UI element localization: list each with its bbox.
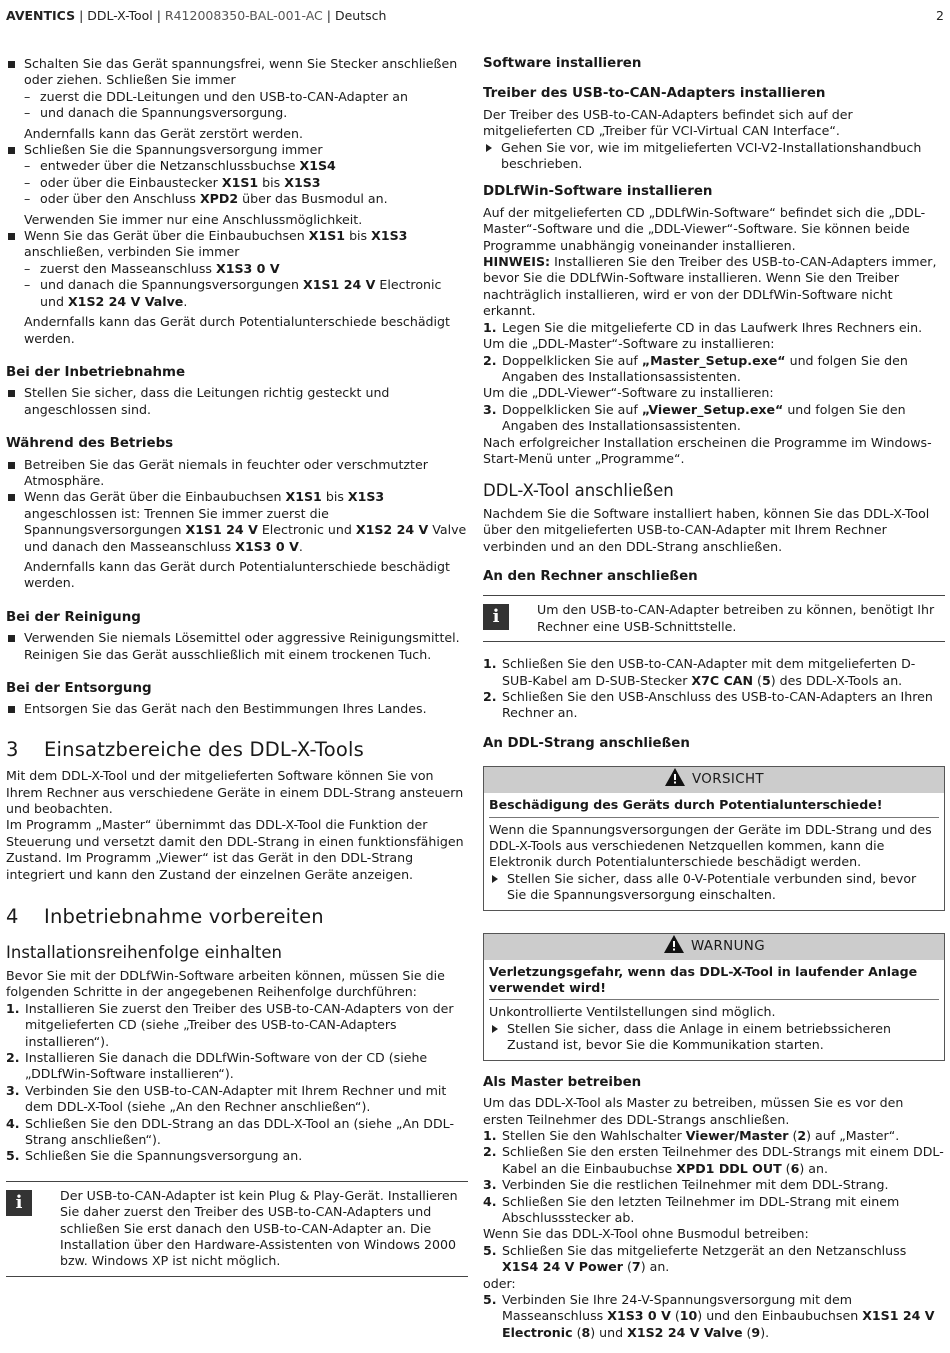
step-number: 4. [483, 1193, 497, 1209]
section-heading-software: Software installieren [483, 56, 642, 71]
hinweis-paragraph [483, 254, 945, 320]
chapter-heading-4 [6, 905, 468, 929]
right-column [483, 56, 945, 1341]
caution-body [484, 793, 944, 909]
step-text: Verbinden Sie die restlichen Teilnehmer mit dem DDL-Strang. [502, 1177, 889, 1193]
text: oder über den Anschluss [40, 191, 200, 207]
instruction-step: Stellen Sie sicher, dass alle 0-V-Potentiale verbunden sind, bevor Sie die Spannungsversorgung einschalten. [489, 871, 939, 904]
list-item-followup: Andernfalls kann das Gerät durch Potentialunterschiede beschädigt werden. [24, 558, 450, 591]
info-icon: i [6, 1190, 32, 1216]
paragraph: Nachdem Sie die Software installiert haben, können Sie das DDL-X-Tool über den mitgelieferten USB-to-CAN-Adapter mit Ihrem Rechner verbinden und an den DDL-Strang anschließen. [483, 505, 930, 554]
sub-list-item [24, 191, 468, 207]
step-number: 2. [483, 1144, 497, 1160]
text: Verbinden Sie Ihre 24-V-Spannungsversorgung mit dem Masseanschluss [502, 1291, 853, 1324]
text: ). [760, 1324, 770, 1340]
step-number: 5. [6, 1148, 20, 1164]
step-text: Installieren Sie danach die DDLfWin-Software von der CD (siehe „DDLfWin-Software installieren“). [25, 1049, 428, 1082]
section-heading-ddlfwin: DDLfWin-Software installieren [483, 184, 713, 200]
step-number: 3. [6, 1082, 20, 1098]
text: Electronic und [40, 277, 442, 309]
chapter-number: 3 [6, 737, 19, 761]
text: Installieren Sie den Treiber des USB-to-CAN-Adapters immer, bevor Sie die DDLfWin-Software installieren. Wenn Sie den Treiber nachträglich installieren, wird er von der DDLfWin-Software nicht erkannt. [483, 254, 937, 319]
step-number: 3. [483, 1177, 497, 1193]
list-item [483, 320, 945, 336]
caution-box [483, 766, 945, 910]
list-item [483, 689, 945, 722]
inbetriebnahme-list [6, 385, 468, 418]
text: Valve und danach den Masseanschluss [24, 522, 467, 554]
text: ) des DDL-X-Tools an. [770, 672, 903, 688]
brand-name: AVENTICS [6, 8, 76, 23]
connector-label: X1S1 [221, 174, 259, 190]
master-steps-list [483, 1128, 945, 1226]
text: ) und [590, 1324, 628, 1340]
item-number: 5 [761, 672, 771, 688]
connector-label: X1S3 0 V [215, 260, 280, 276]
list-item-text: Schließen Sie die Spannungsversorgung immer [24, 142, 323, 158]
text: entweder über die Netzanschlussbuchse [40, 158, 300, 174]
chapter-title: Einsatzbereiche des DDL-X-Tools [44, 737, 364, 761]
list-item [6, 489, 468, 591]
text: und folgen Sie den Angaben des Installationsassistenten. [502, 352, 908, 384]
header-separator: | [152, 8, 165, 23]
header-separator: | [75, 8, 88, 23]
list-item-followup: Andernfalls kann das Gerät durch Potentialunterschiede beschädigt werden. [24, 314, 450, 346]
text: . [183, 293, 188, 309]
step-text: Schließen Sie den USB-Anschluss des USB-to-CAN-Adapters an Ihren Rechner an. [502, 689, 933, 721]
step-number: 2. [483, 689, 497, 704]
text: Schließen Sie den ersten Teilnehmer des DDL-Strangs mit einem DDL-Kabel an die Einbaubuchse [502, 1144, 944, 1176]
file-name: „Viewer_Setup.exe“ [641, 401, 784, 417]
chapter-number: 4 [6, 905, 19, 929]
warning-label: WARNUNG [691, 938, 765, 954]
text: ( [670, 1308, 680, 1324]
item-number: 6 [790, 1160, 800, 1176]
text: und folgen Sie den Angaben des Installationsassistenten. [502, 401, 906, 434]
step-number: 4. [6, 1115, 20, 1131]
instruction-step: Stellen Sie sicher, dass die Anlage in einem betriebssicheren Zustand ist, bevor Sie die Kommunikation starten. [489, 1021, 939, 1054]
text: bis [258, 174, 285, 190]
connector-label: X7C CAN [691, 672, 754, 688]
warning-headline: Verletzungsgefahr, wenn das DDL-X-Tool in laufender Anlage verwendet wird! [489, 964, 939, 1001]
text: anschließen, verbinden Sie immer [24, 244, 240, 260]
connector-label: X1S4 24 V Power [502, 1259, 623, 1275]
section-heading-treiber: Treiber des USB-to-CAN-Adapters installieren [483, 86, 826, 102]
paragraph: Der Treiber des USB-to-CAN-Adapters befindet sich auf der mitgelieferten CD „Treiber für VCI-Virtual CAN Interface“. [483, 106, 853, 139]
step-number: 5. [483, 1291, 497, 1307]
list-item [6, 142, 468, 228]
chapter-heading-3 [6, 737, 468, 761]
text: Doppelklicken Sie auf [502, 401, 642, 417]
connector-label: XPD2 [199, 191, 239, 207]
sub-list-item [24, 261, 468, 277]
page-header [6, 8, 944, 26]
list-item: Entsorgen Sie das Gerät nach den Bestimmungen Ihres Landes. [6, 701, 468, 717]
connector-label: X1S4 [299, 158, 336, 174]
safety-list [6, 56, 468, 347]
item-number: 9 [751, 1324, 761, 1340]
list-item: Betreiben Sie das Gerät niemals in feuchter oder verschmutzter Atmosphäre. [6, 457, 468, 490]
caution-text: Wenn die Spannungsversorgungen der Geräte im DDL-Strang und des DDL-X-Tools aus verschiedenen Netzquellen kommen, kann die Elektronik durch Potentialunterschiede beschädigt werden. [489, 821, 932, 870]
paragraph: Wenn Sie das DDL-X-Tool ohne Busmodul betreiben: [483, 1226, 809, 1242]
file-name: „Master_Setup.exe“ [641, 352, 786, 368]
sub-list-item [24, 175, 468, 191]
text: ( [623, 1259, 632, 1275]
section-heading-inbetriebnahme: Bei der Inbetriebnahme [6, 364, 186, 380]
connector-label: X1S3 [347, 489, 385, 505]
caution-label: VORSICHT [691, 772, 765, 788]
info-icon: i [483, 604, 509, 630]
steps-list [483, 1292, 945, 1341]
steps-list [483, 656, 945, 722]
step-number: 5. [483, 1242, 497, 1258]
list-item [483, 402, 945, 435]
text: Wenn Sie das Gerät über die Einbaubuchsen [24, 228, 309, 244]
connector-label: X1S3 [371, 228, 408, 244]
list-item-followup: Verwenden Sie immer nur eine Anschlussmöglichkeit. [24, 211, 363, 227]
text: . [298, 538, 303, 554]
sub-list-item: – zuerst die DDL-Leitungen und den USB-to-CAN-Adapter an [24, 89, 468, 105]
text: und danach die Spannungsversorgungen [40, 277, 303, 293]
step-text: Verbinden Sie den USB-to-CAN-Adapter mit Ihrem Rechner und mit dem DDL-X-Tool (siehe „An den Rechner anschließen“). [25, 1082, 447, 1115]
info-note [483, 595, 945, 642]
item-number: 2 [797, 1127, 807, 1143]
list-item [483, 1128, 945, 1144]
text: ) an. [799, 1160, 828, 1176]
connector-label: X1S1 24 V [185, 522, 258, 538]
product-name: DDL-X-Tool [87, 8, 153, 23]
connector-label: XPD1 DDL OUT [676, 1160, 782, 1176]
sub-list-item [24, 158, 468, 174]
text: Doppelklicken Sie auf [502, 352, 642, 368]
connector-label: X1S2 24 V Valve [627, 1324, 743, 1340]
steps-list [483, 353, 945, 386]
note-text: Um den USB-to-CAN-Adapter betreiben zu können, benötigt Ihr Rechner eine USB-Schnittstelle. [537, 602, 935, 634]
paragraph: Um die „DDL-Viewer“-Software zu installieren: [483, 385, 774, 401]
list-item: Stellen Sie sicher, dass die Leitungen richtig gesteckt und angeschlossen sind. [6, 385, 468, 418]
note-text: Der USB-to-CAN-Adapter ist kein Plug & Play-Gerät. Installieren Sie daher zuerst den Treiber des USB-to-CAN-Adapters und schließen Sie erst danach den USB-to-CAN-Adapter an. Die Installation über den Hardware-Assistenten von Windows 2000 bzw. Windows XP ist nicht möglich. [60, 1187, 458, 1269]
item-number: 7 [631, 1259, 641, 1275]
step-number: 1. [483, 1127, 497, 1143]
list-item [483, 1243, 945, 1276]
text: zuerst den Masseanschluss [40, 260, 216, 276]
list-item [483, 656, 945, 689]
connector-label: X1S3 0 V [607, 1308, 671, 1324]
warning-body [484, 960, 944, 1060]
warning-bar [484, 934, 944, 960]
connector-label: X1S2 24 V Valve [67, 293, 184, 309]
section-heading-reinigung: Bei der Reinigung [6, 609, 141, 625]
list-item [6, 56, 468, 142]
instruction-step: Gehen Sie vor, wie im mitgelieferten VCI-V2-Installationshandbuch beschrieben. [483, 140, 945, 173]
text: oder über die Einbaustecker [40, 174, 222, 190]
step-text: Installieren Sie zuerst den Treiber des USB-to-CAN-Adapters von der mitgelieferten CD (siehe „Treiber des USB-to-CAN-Adapters installieren“). [25, 1000, 454, 1049]
section-heading-rechner: An den Rechner anschließen [483, 568, 698, 584]
step-number: 1. [483, 319, 497, 335]
entsorgung-list [6, 701, 468, 717]
connector-label: X1S3 [284, 174, 321, 190]
paragraph: Nach erfolgreicher Installation erscheinen die Programme im Windows-Start-Menü unter „Programme“. [483, 434, 932, 466]
text: Stellen Sie den Wahlschalter [502, 1127, 686, 1143]
header-separator: | [322, 8, 335, 23]
item-number: 8 [581, 1324, 591, 1340]
caution-bar [484, 767, 944, 793]
steps-list [483, 1243, 945, 1276]
section-heading-entsorgung: Bei der Entsorgung [6, 681, 152, 696]
list-item-followup: Andernfalls kann das Gerät zerstört werden. [24, 125, 303, 141]
list-item-text: Schalten Sie das Gerät spannungsfrei, wenn Sie Stecker anschließen oder ziehen. Schließen Sie immer [24, 56, 458, 88]
step-number: 2. [6, 1049, 20, 1065]
text: Schließen Sie das mitgelieferte Netzgerät an den Netzanschluss [502, 1242, 907, 1258]
list-item [6, 1083, 468, 1116]
text: bis [321, 489, 348, 505]
text: ( [742, 1324, 752, 1340]
list-item [6, 1116, 468, 1149]
connector-label: X1S1 24 V Electronic [502, 1308, 935, 1340]
sub-list-item [24, 277, 468, 310]
text: angeschlossen ist: Trennen Sie immer zuerst die Spannungsversorgungen [24, 505, 329, 538]
sub-list [24, 261, 468, 310]
text: ) auf „Master“. [806, 1127, 900, 1143]
list-item [483, 1292, 945, 1341]
switch-label: Viewer/Master [685, 1127, 789, 1143]
caution-headline: Beschädigung des Geräts durch Potentialunterschiede! [489, 797, 939, 817]
step-text: Schließen Sie die Spannungsversorgung an. [25, 1148, 303, 1164]
warning-triangle-icon [664, 767, 686, 787]
text: ) und den Einbaubuchsen [697, 1308, 863, 1324]
connector-label: X1S3 0 V [235, 538, 299, 554]
warning-text: Unkontrollierte Ventilstellungen sind möglich. [489, 1004, 776, 1020]
text: Wenn das Gerät über die Einbaubuchsen [24, 489, 286, 505]
sub-list [24, 89, 468, 122]
list-item [6, 1050, 468, 1083]
text: Schließen Sie den USB-to-CAN-Adapter mit dem mitgelieferten D-SUB-Kabel am D-SUB-Stecker [502, 656, 916, 688]
text: ( [788, 1127, 798, 1143]
section-heading-anschliessen: DDL-X-Tool anschließen [483, 481, 674, 501]
chapter-title: Inbetriebnahme vorbereiten [44, 905, 324, 929]
text: ) an. [640, 1259, 670, 1275]
steps-list [483, 320, 945, 336]
list-item [6, 228, 468, 347]
connector-label: X1S1 [285, 489, 322, 505]
step-text: Legen Sie die mitgelieferte CD in das Laufwerk Ihres Rechners ein. [502, 319, 923, 335]
text: ( [753, 672, 762, 688]
list-item [483, 353, 945, 386]
sub-list [24, 158, 468, 207]
paragraph: Im Programm „Master“ übernimmt das DDL-X-Tool die Funktion der Steuerung und versetzt damit den DDL-Strang in einen funktionsfähigen Zustand. Im Programm „Viewer“ ist das Gerät in den DDL-Strang integriert und kann den Zustand der einzelnen Geräte anzeigen. [6, 817, 464, 882]
list-item [483, 1194, 945, 1227]
paragraph: Bevor Sie mit der DDLfWin-Software arbeiten können, müssen Sie die folgenden Schritte in der angegebenen Reihenfolge durchführen: [6, 967, 445, 1000]
list-item [483, 1144, 945, 1177]
step-number: 1. [483, 656, 497, 672]
steps-list [483, 402, 945, 435]
step-number: 1. [6, 1000, 20, 1016]
document-code: R412008350-BAL-001-AC [164, 8, 323, 23]
text: bis [345, 228, 372, 244]
text: über das Busmodul an. [238, 191, 388, 207]
text: ( [781, 1160, 791, 1176]
list-item [6, 1001, 468, 1050]
text: Electronic und [257, 522, 356, 538]
reinigung-list [6, 630, 468, 663]
step-number: 2. [483, 352, 497, 368]
step-text: Schließen Sie den DDL-Strang an das DDL-X-Tool an (siehe „An DDL-Strang anschließen“). [25, 1115, 455, 1147]
step-text: Schließen Sie den letzten Teilnehmer im DDL-Strang mit einem Abschlussstecker ab. [502, 1193, 900, 1225]
section-heading-master: Als Master betreiben [483, 1074, 642, 1090]
list-item [6, 1148, 468, 1164]
page-number: 2 [936, 8, 944, 23]
left-column [6, 56, 468, 1291]
item-number: 10 [679, 1308, 698, 1324]
paragraph: Um die „DDL-Master“-Software zu installieren: [483, 336, 775, 352]
sub-list-item: – und danach die Spannungsversorgung. [24, 105, 468, 121]
betrieb-list [6, 457, 468, 592]
paragraph: oder: [483, 1275, 516, 1291]
warning-box [483, 933, 945, 1061]
connector-label: X1S2 24 V [355, 522, 429, 538]
section-heading-strang: An DDL-Strang anschließen [483, 735, 690, 751]
text: ( [572, 1324, 582, 1340]
connector-label: X1S1 [308, 228, 346, 244]
hinweis-label: HINWEIS: [483, 254, 551, 270]
paragraph: Um das DDL-X-Tool als Master zu betreiben, müssen Sie es vor den ersten Teilnehmer des DDL-Strangs anschließen. [483, 1095, 904, 1127]
paragraph: Mit dem DDL-X-Tool und der mitgelieferten Software können Sie von Ihrem Rechner aus verschiedene Geräte in einem DDL-Strang ansteuern und beobachten. [6, 768, 464, 817]
step-number: 3. [483, 401, 497, 417]
list-item [483, 1177, 945, 1193]
section-heading-betrieb: Während des Betriebs [6, 436, 174, 452]
paragraph: Auf der mitgelieferten CD „DDLfWin-Software“ befindet sich die „DDL-Master“-Software und die „DDL-Viewer“-Software. Sie können beide Programme unabhängig voneinander installieren. [483, 204, 926, 253]
document-language: Deutsch [334, 8, 387, 23]
list-item: Verwenden Sie niemals Lösemittel oder aggressive Reinigungsmittel. Reinigen Sie das Gerät ausschließlich mit einem trockenen Tuch. [6, 630, 468, 663]
info-note [6, 1181, 468, 1277]
connector-label: X1S1 24 V [303, 277, 376, 293]
install-steps-list [6, 1001, 468, 1165]
warning-triangle-icon [663, 934, 685, 954]
section-heading-installationsreihenfolge: Installationsreihenfolge einhalten [6, 943, 282, 963]
